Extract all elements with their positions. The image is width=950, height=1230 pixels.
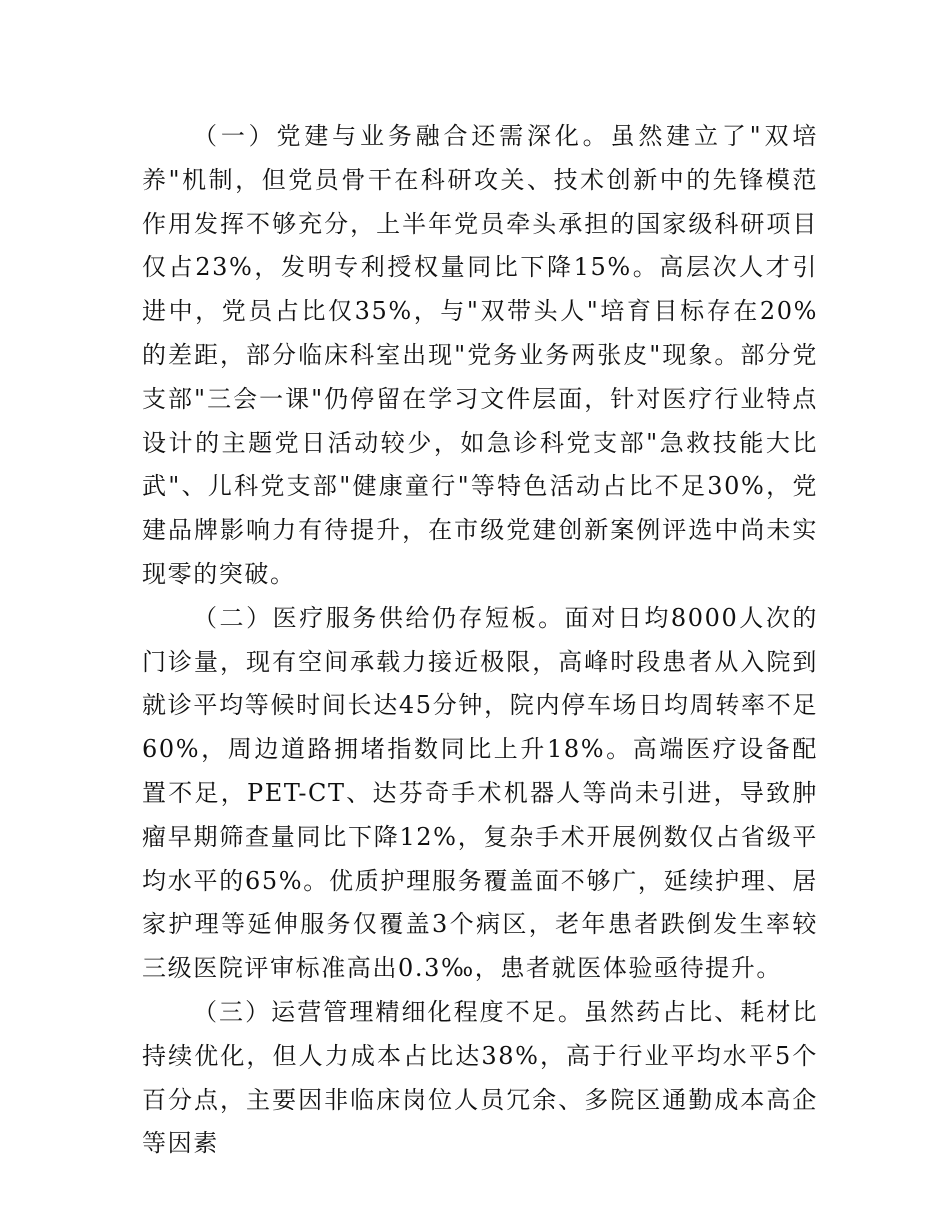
paragraph-medical-service: （二）医疗服务供给仍存短板。面对日均8000人次的门诊量，现有空间承载力接近极限，高峰时段患者从入院到就诊平均等候时间长达45分钟，院内停车场日均周转率不足60%，周边道路拥堵指数同比上升18%。高端医疗设备配置不足，PET-CT、达芬奇手术机器人等尚未引进，导致肿瘤早期筛查量同比下降12%，复杂手术开展例数仅占省级平均水平的65%。优质护理服务覆盖面不够广，延续护理、居家护理等延伸服务仅覆盖3个病区，老年患者跌倒发生率较三级医院评审标准高出0.3‰，患者就医体验亟待提升。 (142, 603, 818, 983)
paragraph-operations-management: （三）运营管理精细化程度不足。虽然药占比、耗材比持续优化，但人力成本占比达38%，高于行业平均水平5个百分点，主要因非临床岗位人员冗余、多院区通勤成本高企等因素 (142, 997, 818, 1158)
paragraph-party-building: （一）党建与业务融合还需深化。虽然建立了"双培养"机制，但党员骨干在科研攻关、技术创新中的先锋模范作用发挥不够充分，上半年党员牵头承担的国家级科研项目仅占23%，发明专利授权量同比下降15%。高层次人才引进中，党员占比仅35%，与"双带头人"培育目标存在20%的差距，部分临床科室出现"党务业务两张皮"现象。部分党支部"三会一课"仍停留在学习文件层面，针对医疗行业特点设计的主题党日活动较少，如急诊科党支部"急救技能大比武"、儿科党支部"健康童行"等特色活动占比不足30%，党建品牌影响力有待提升，在市级党建创新案例评选中尚未实现零的突破。 (142, 122, 818, 588)
document-body (142, 115, 818, 1166)
